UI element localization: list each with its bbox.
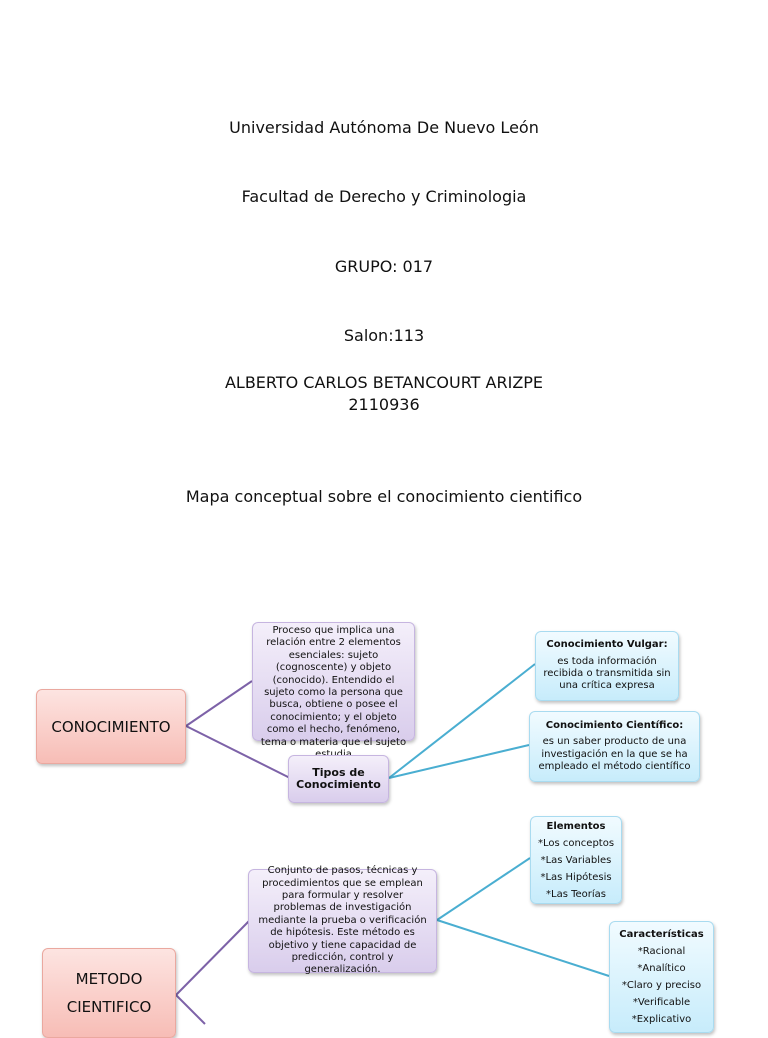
elementos-item: *Los conceptos [537, 837, 615, 849]
conocimiento-vulgar-node [535, 631, 679, 701]
caracteristicas-node [609, 921, 714, 1033]
metodo-label-line1: METODO [75, 970, 143, 988]
metodo-label-line2: CIENTIFICO [66, 998, 152, 1016]
elementos-item: *Las Hipótesis [540, 871, 612, 883]
metodo-definition-node [248, 865, 437, 976]
tipos-conocimiento-label: Tipos de Conocimiento [296, 765, 381, 791]
elementos-node [530, 816, 622, 904]
document-subject: Mapa conceptual sobre el conocimiento cientifico [185, 487, 583, 506]
conocimiento-definition-text: Proceso que implica una relación entre 2 elementos esenciales: sujeto (cognoscente) y objeto (conocido). Entendido el sujeto como la persona que busca, obtiene o posee el conocimiento; y el objeto como el hecho, fenómeno, tema o materia que el sujeto [260, 625, 407, 748]
conocimiento-cientifico-text: es un saber producto de una investigación en la que se ha empleado el método científico [538, 736, 691, 772]
caracteristicas-item: *Explicativo [631, 1014, 692, 1025]
link-conocimiento-definition [186, 681, 252, 726]
caracteristicas-item: *Verificable [632, 997, 691, 1008]
link-definition-elementos [437, 858, 530, 920]
link-definition-caracteristicas [437, 920, 609, 976]
caracteristicas-item: *Racional [637, 946, 686, 957]
conocimiento-vulgar-text: es toda información recibida o transmitida sin una crítica expresa [543, 655, 671, 692]
tipos-conocimiento-node [288, 755, 389, 803]
student-name: ALBERTO CARLOS BETANCOURT ARIZPE [224, 373, 544, 392]
university-name: Universidad Autónoma De Nuevo León [229, 118, 539, 137]
elementos-title: Elementos [546, 820, 606, 832]
link-metodo-definition [176, 921, 249, 995]
conocimiento-label: CONOCIMIENTO [51, 717, 171, 736]
faculty-name: Facultad de Derecho y Criminologia [241, 187, 527, 206]
elementos-item: *Las Teorías [546, 888, 606, 900]
elementos-item: *Las Variables [540, 854, 612, 866]
group-number: GRUPO: 017 [334, 257, 434, 276]
caracteristicas-item: *Analítico [637, 963, 686, 974]
conocimiento-cientifico-node [529, 711, 700, 782]
conocimiento-vulgar-title: Conocimiento Vulgar: [546, 639, 668, 651]
student-id: 2110936 [348, 395, 420, 414]
caracteristicas-title: Características [619, 929, 704, 940]
conocimiento-cientifico-title: Conocimiento Científico: [545, 719, 684, 731]
metodo-definition-text: Conjunto de pasos, técnicas y procedimientos que se emplean para formular y resolver problemas de investigación mediante la prueba o verificación de hipótesis. Este método es objetivo y tiene capacidad de predicción, control y generalización. [258, 865, 427, 976]
link-metodo-lower [176, 995, 205, 1024]
caracteristicas-item: *Claro y preciso [621, 980, 702, 991]
conocimiento-node [36, 689, 186, 764]
metodo-cientifico-node [42, 948, 176, 1038]
room-number: Salon:113 [343, 326, 425, 345]
conocimiento-definition-node [252, 622, 415, 748]
